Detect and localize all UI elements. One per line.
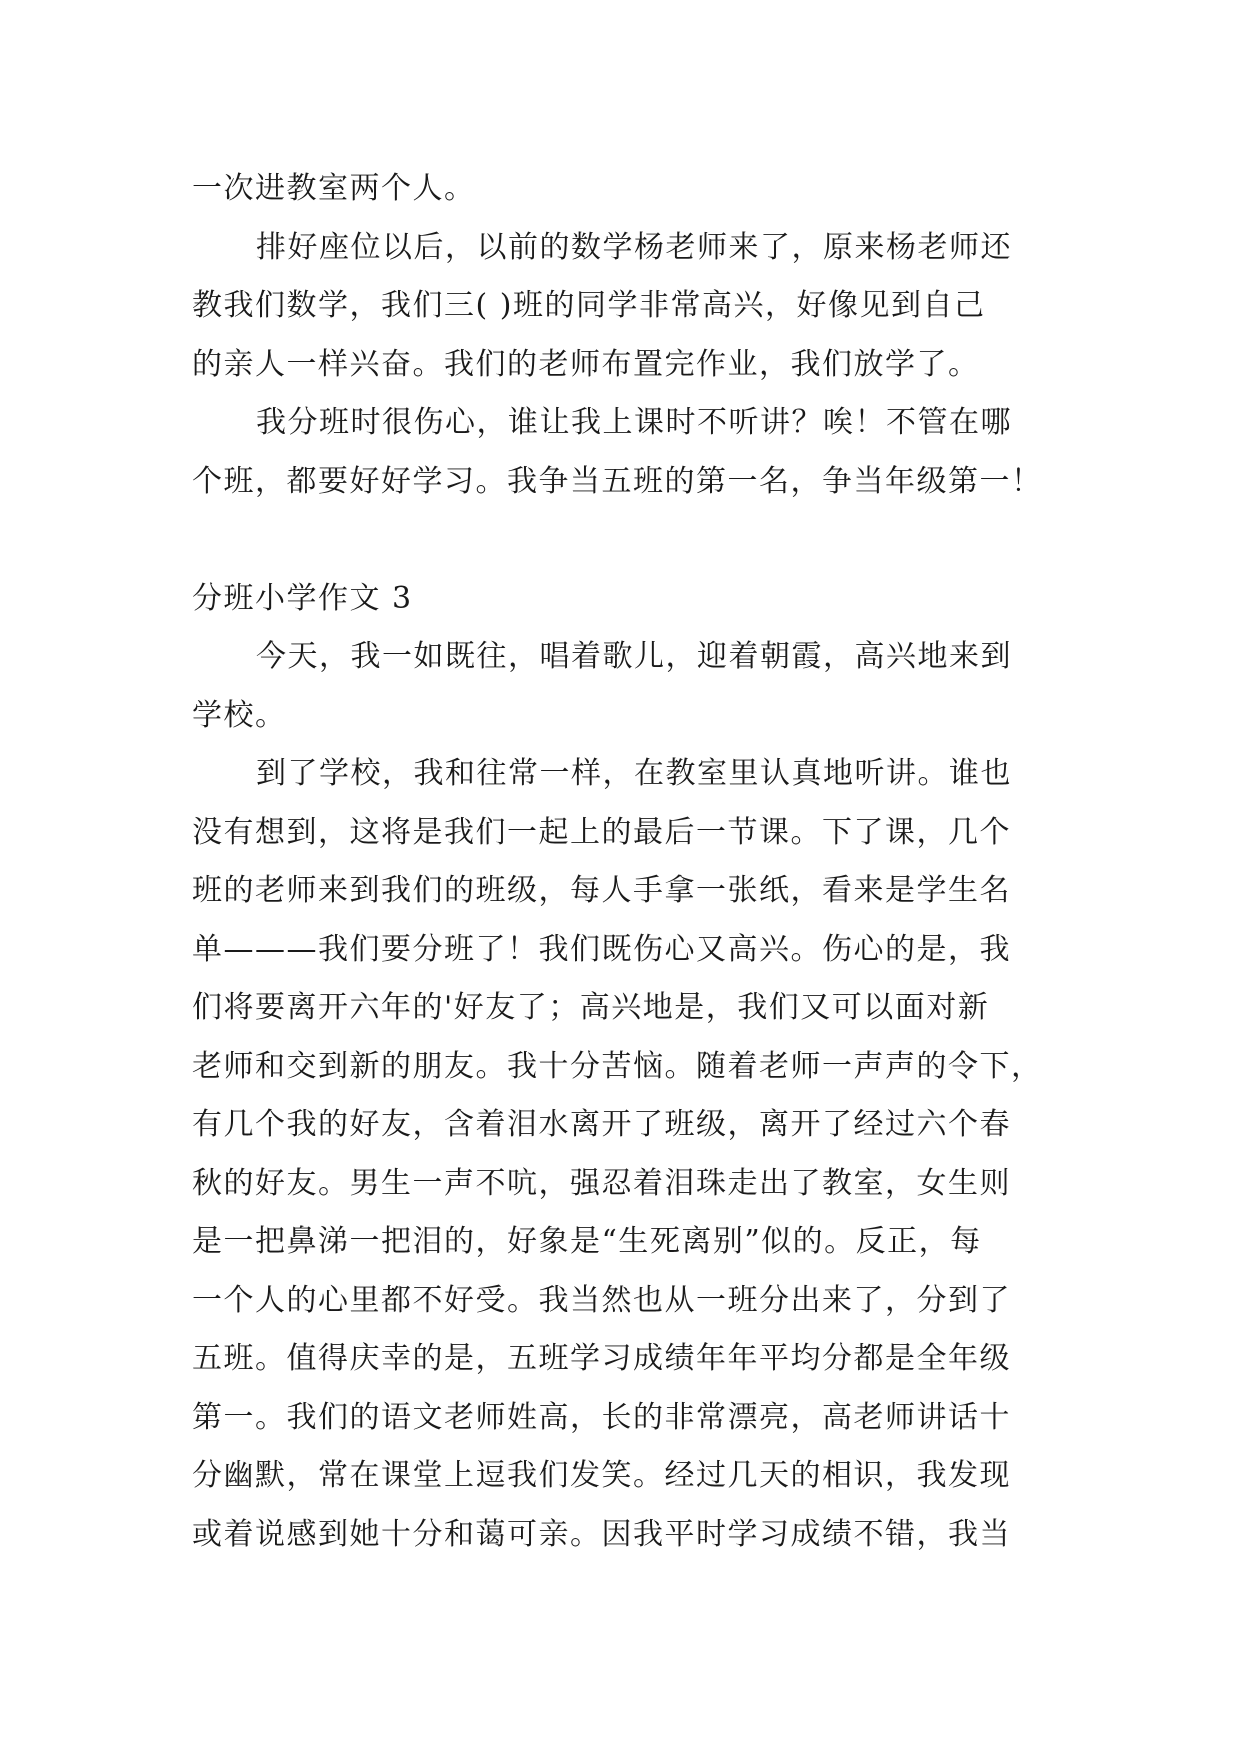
text-line: 没有想到，这将是我们一起上的最后一节课。下了课，几个 <box>192 814 1011 850</box>
paragraph <box>192 219 1052 395</box>
text-line: 的亲人一样兴奋。我们的老师布置完作业，我们放学了。 <box>192 346 980 382</box>
paragraph <box>192 628 1052 745</box>
text-line: 或着说感到她十分和蔼可亲。因我平时学习成绩不错，我当 <box>192 1516 1011 1552</box>
text-line: 我分班时很伤心，谁让我上课时不听讲？唉！不管在哪 <box>256 405 1012 440</box>
text-line: 学校。 <box>192 697 287 733</box>
text-line: 是一把鼻涕一把泪的，好象是“生死离别”似的。反正，每 <box>192 1224 982 1259</box>
paragraph-continuation <box>192 160 1052 219</box>
text-line: 老师和交到新的朋友。我十分苦恼。随着老师一声声的令下， <box>192 1048 1043 1084</box>
text-line: 们将要离开六年的'好友了；高兴地是，我们又可以面对新 <box>192 990 990 1025</box>
blank-line <box>192 511 1052 570</box>
document-page <box>192 160 1052 1564</box>
text-line: 个班，都要好好学习。我争当五班的第一名，争当年级第一！ <box>192 463 1043 499</box>
text-line: 排好座位以后，以前的数学杨老师来了，原来杨老师还 <box>256 229 1012 265</box>
text-line: 教我们数学，我们三( )班的同学非常高兴，好像见到自己 <box>192 288 986 323</box>
text-line: 班的老师来到我们的班级，每人手拿一张纸，看来是学生名 <box>192 873 1011 908</box>
text-line: 秋的好友。男生一声不吭，强忍着泪珠走出了教室，女生则 <box>192 1165 1011 1201</box>
text-line: 五班。值得庆幸的是，五班学习成绩年年平均分都是全年级 <box>192 1341 1011 1376</box>
text-line: 第一。我们的语文老师姓高，长的非常漂亮，高老师讲话十 <box>192 1399 1011 1435</box>
text-line: 今天，我一如既往，唱着歌儿，迎着朝霞，高兴地来到 <box>256 639 1012 674</box>
section-title: 分班小学作文 3 <box>192 580 413 616</box>
text-line: 分幽默，常在课堂上逗我们发笑。经过几天的相识，我发现 <box>192 1458 1011 1493</box>
text-line: 到了学校，我和往常一样，在教室里认真地听讲。谁也 <box>256 756 1012 791</box>
text-line: 一次进教室两个人。 <box>192 171 476 206</box>
paragraph <box>192 745 1052 1564</box>
text-line: 有几个我的好友，含着泪水离开了班级，离开了经过六个春 <box>192 1107 1011 1142</box>
text-line: 单———我们要分班了！我们既伤心又高兴。伤心的是，我 <box>192 931 1011 967</box>
paragraph <box>192 394 1052 511</box>
text-line: 一个人的心里都不好受。我当然也从一班分出来了，分到了 <box>192 1282 1011 1318</box>
